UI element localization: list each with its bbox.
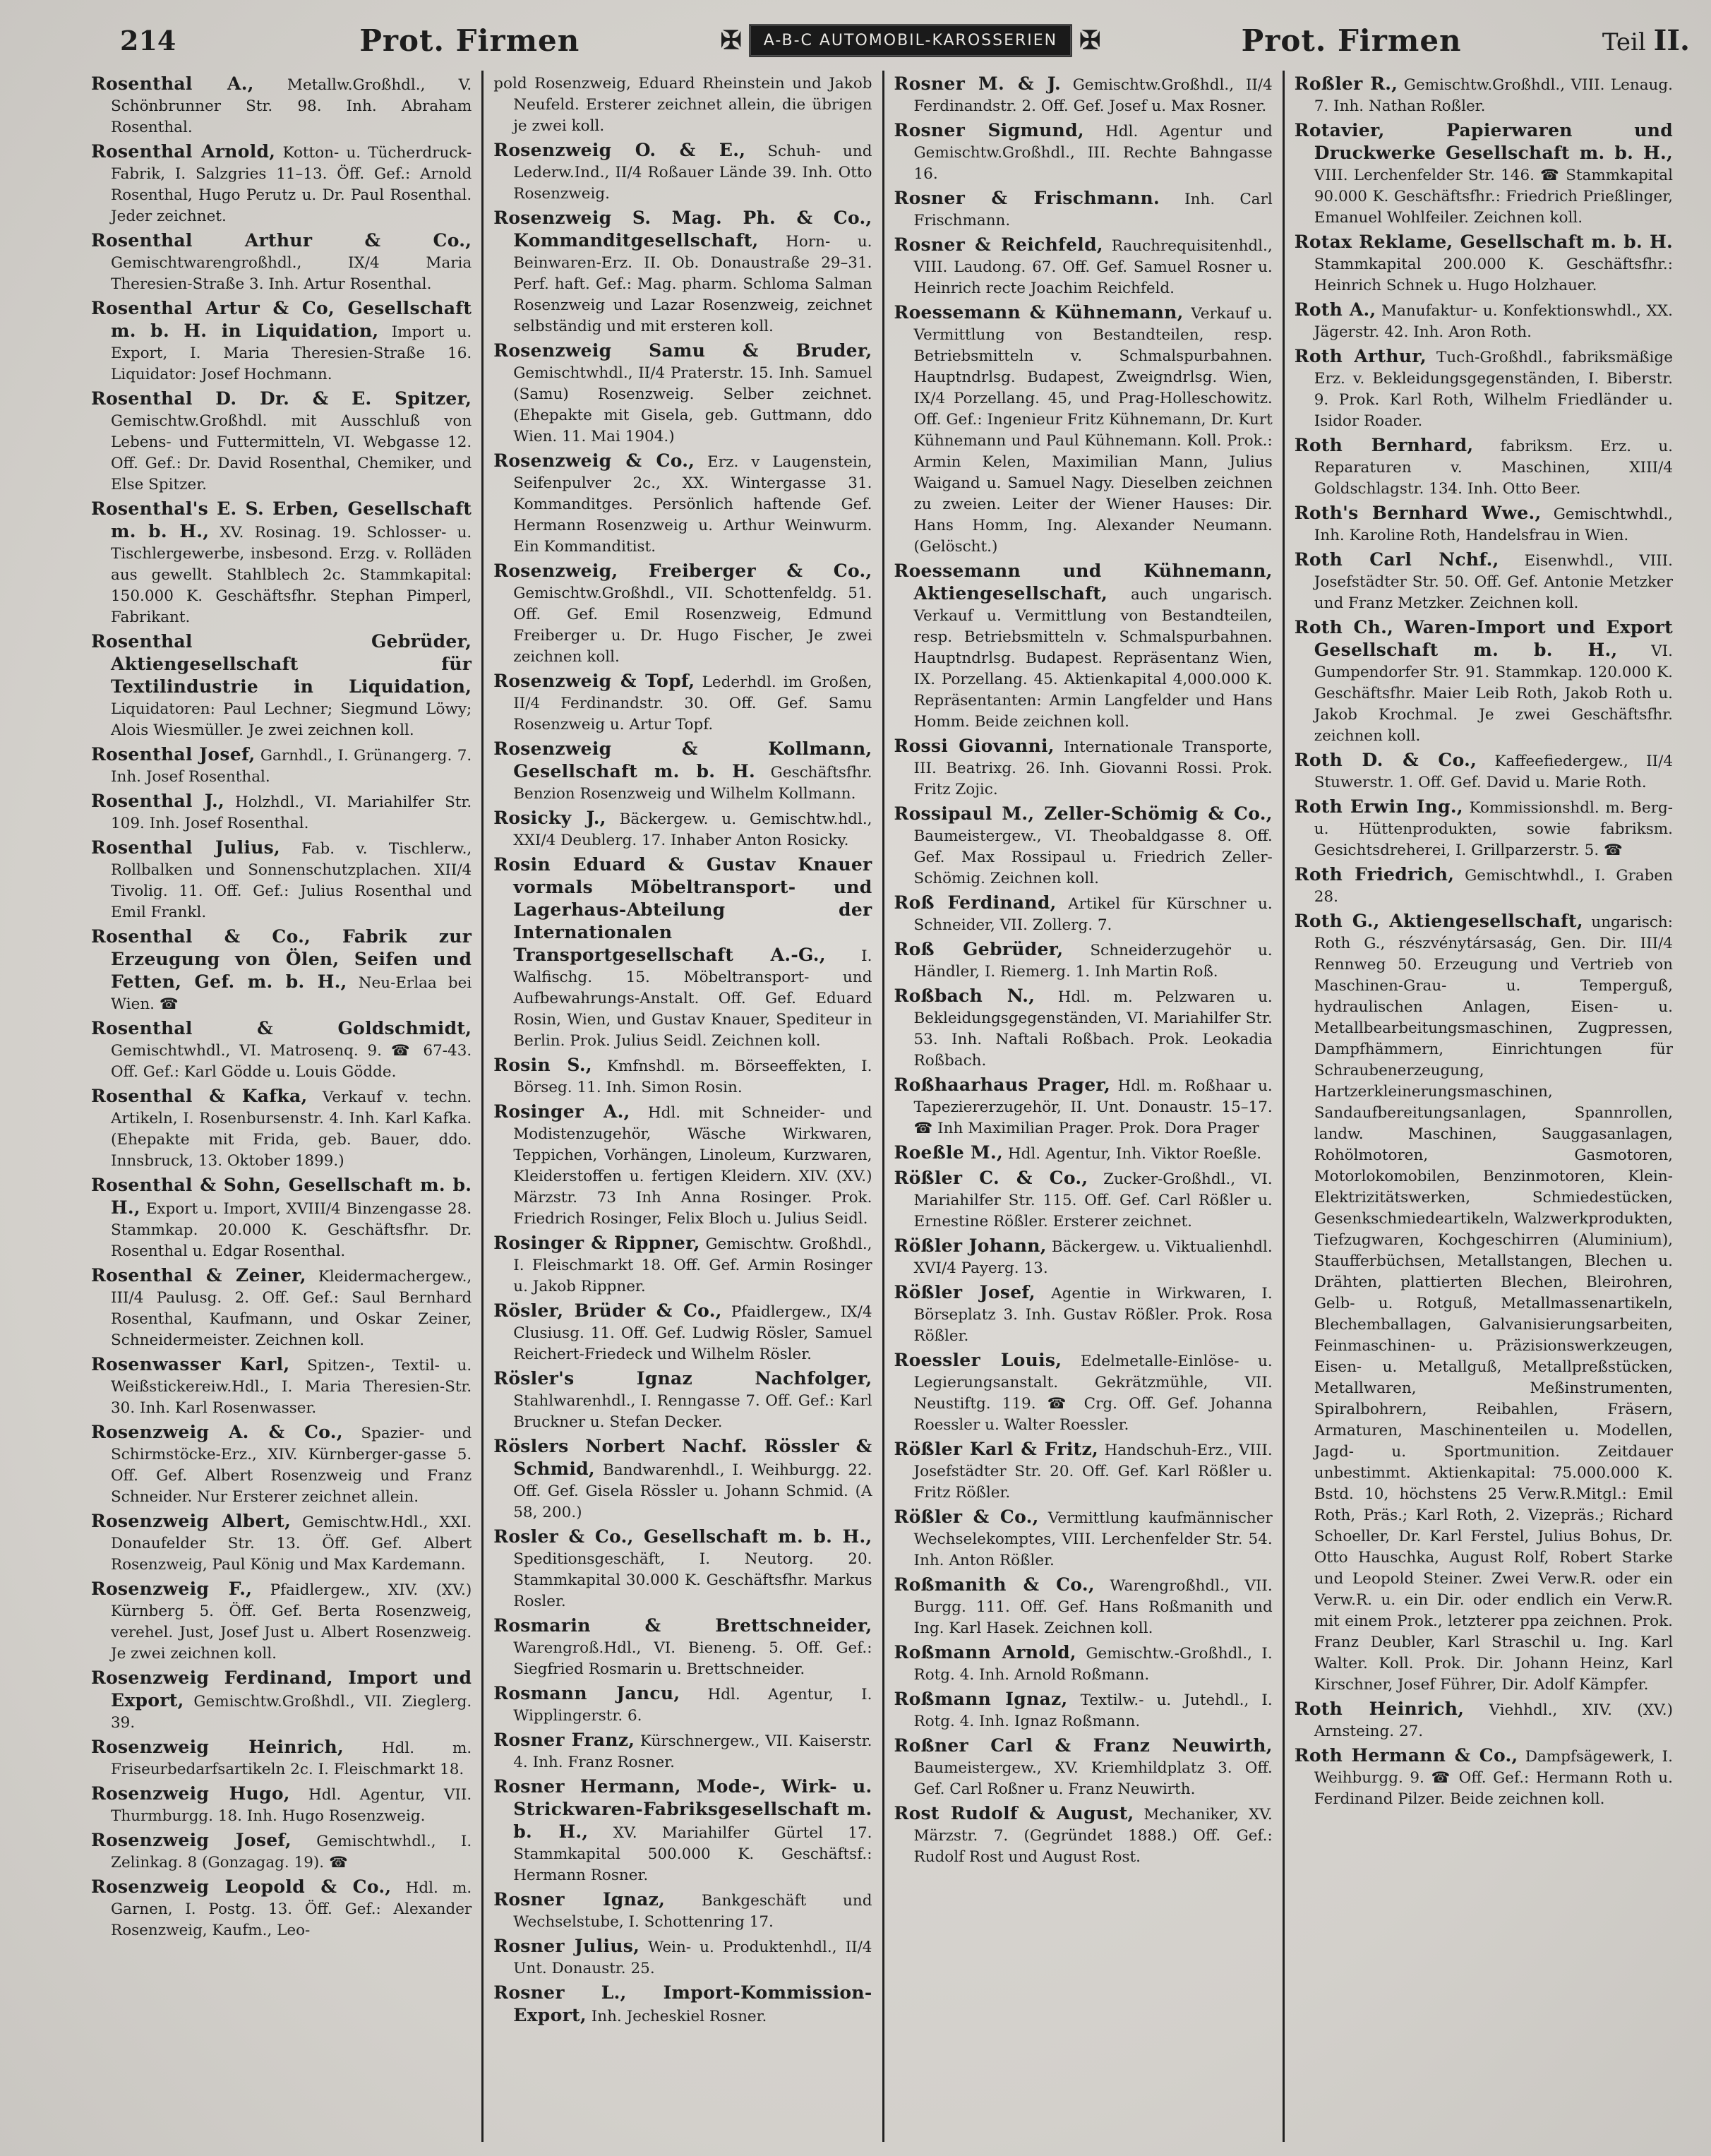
entry-name: Rosenzweig, Freiberger & Co.,: [493, 561, 872, 581]
directory-entry: [894, 892, 1273, 936]
entry-name: Rosenzweig A. & Co.,: [91, 1422, 343, 1442]
entry-name: Roth Erwin Ing.,: [1294, 796, 1463, 817]
directory-entry: [493, 1683, 872, 1727]
entry-text: Garnhdl., I. Grünangerg. 7. Inh. Josef Rosenthal.: [111, 747, 472, 786]
entry-name: Roeßle M.,: [894, 1142, 1004, 1163]
entry-name: Rosenthal & Kafka,: [91, 1086, 308, 1106]
entry-name: Rost Rudolf & August,: [894, 1803, 1134, 1823]
entry-text: fabriksm. Erz. u. Reparaturen v. Maschinen, XIII/4 Goldschlagstr. 134. Inh. Otto Beer.: [1314, 438, 1673, 498]
directory-entry: [493, 1436, 872, 1523]
directory-entry: [91, 1265, 472, 1351]
directory-entry: [493, 1300, 872, 1365]
directory-entry: [91, 1876, 472, 1941]
entry-text: Gemischtwhdl., I. Graben 28.: [1314, 867, 1674, 906]
entry-text: Gemischtwhdl., I. Zelinkag. 8 (Gonzagag. 19). ☎: [111, 1833, 472, 1871]
ad-banner-text: A-B-C AUTOMOBIL-KAROSSERIEN: [749, 24, 1072, 57]
entry-name: Roth A.,: [1294, 299, 1376, 320]
entry-name: Rosenzweig O. & E.,: [493, 140, 746, 160]
entry-text: Kaffeefiedergew., II/4 Stuwerstr. 1. Off. Gef. David u. Marie Roth.: [1314, 753, 1673, 791]
entry-name: Rosmarin & Brettschneider,: [493, 1615, 872, 1636]
entry-name: Rößler Johann,: [894, 1235, 1047, 1256]
entry-name: Rosenthal Arthur & Co.,: [91, 230, 472, 251]
entry-name: Roth D. & Co.,: [1294, 750, 1477, 770]
entry-text: Gemischtwhdl., II/4 Praterstr. 15. Inh. Samuel (Samu) Rosenzweig. Selber zeichnet. (Ehepakte mit Gisela, geb. Guttmann, ddo Wien. 11. Mai 1904.): [513, 364, 872, 445]
entry-text: Gemischtw.Großhdl., II/4 Ferdinandstr. 2. Off. Gef. Josef u. Max Rosner.: [913, 76, 1273, 115]
entry-name: Roßmann Ignaz,: [894, 1689, 1068, 1709]
entry-text: XV. Rosinag. 19. Schlosser- u. Tischlergewerbe, insbesond. Erzg. v. Rolläden aus gewellt. Stahlblech 2c. Stammkapital: 150.000 K. Geschäftsfhr. Stephan Pimperl, Fabrikant.: [111, 524, 472, 626]
entry-text: Spazier- und Schirmstöcke-Erz., XIV. Kürnberger-gasse 5. Off. Gef. Albert Rosenzweig und Franz Schneider. Nur Ersterer zeichnet allein.: [111, 1425, 472, 1506]
directory-entry: [91, 1422, 472, 1508]
directory-entry: [894, 1507, 1273, 1571]
directory-entry: [894, 736, 1273, 801]
directory-entry: [493, 854, 872, 1052]
entry-text: pold Rosenzweig, Eduard Rheinstein und Jakob Neufeld. Ersterer zeichnet allein, die übrigen je zwei koll.: [493, 75, 872, 135]
entry-text: Baumeistergew., XV. Kriemhildplatz 3. Off. Gef. Carl Roßner u. Franz Neuwirth.: [913, 1759, 1273, 1798]
entry-name: Rosinger A.,: [493, 1101, 630, 1122]
entry-name: Rosenthal & Goldschmidt,: [91, 1018, 472, 1038]
directory-entry: [1295, 232, 1673, 297]
entry-name: Rosenzweig Heinrich,: [91, 1737, 344, 1757]
entry-text: Holzhdl., VI. Mariahilfer Str. 109. Inh. Josef Rosenthal.: [111, 793, 472, 832]
entry-name: Rosenzweig S. Mag. Ph. & Co., Kommanditgesellschaft,: [493, 208, 872, 251]
directory-entry: [1295, 299, 1673, 343]
entry-name: Roth Arthur,: [1294, 346, 1427, 366]
entry-name: Rößler C. & Co.,: [894, 1168, 1088, 1188]
part-label: Teil: [1602, 28, 1646, 56]
entry-text: Gemischtwhdl., VI. Matrosenq. 9. ☎ 67-43. Off. Gef.: Karl Gödde u. Louis Gödde.: [111, 1042, 472, 1081]
entry-text: Kmfnshdl. m. Börseeffekten, I. Börseg. 11. Inh. Simon Rosin.: [513, 1058, 872, 1096]
entry-name: Roth Heinrich,: [1294, 1699, 1465, 1719]
entry-text: Import u. Export, I. Maria Theresien-Straße 16. Liquidator: Josef Hochmann.: [111, 323, 472, 383]
entry-name: Roßbach N.,: [894, 986, 1035, 1006]
directory-entry: [1295, 120, 1673, 229]
entry-name: Rossipaul M., Zeller-Schömig & Co.,: [894, 803, 1273, 824]
entry-name: Rosenthal A.,: [91, 73, 254, 94]
entry-text: Stammkapital 200.000 K. Geschäftsfhr.: Heinrich Schnek u. Hugo Holzhauer.: [1314, 256, 1673, 294]
entry-name: Roßmanith & Co.,: [894, 1574, 1095, 1595]
entry-text: Erz. v Laugenstein, Seifenpulver 2c., XX. Wintergasse 31. Kommanditges. Persönlich haftende Gef. Hermann Rosenzweig u. Arthur Weinwurm. Ein Kommanditist.: [513, 453, 872, 556]
directory-entry: [493, 1776, 872, 1886]
directory-entry: [493, 140, 872, 205]
entry-text: Gemischtwhdl., Inh. Karoline Roth, Handelsfrau in Wien.: [1314, 505, 1673, 544]
entry-text: Tuch-Großhdl., fabriksmäßige Erz. v. Bekleidungsgegenständen, I. Biberstr. 9. Prok. Karl Roth, Wilhelm Friedländer u. Isidor Roader.: [1314, 349, 1673, 430]
entry-name: Rosenthal J.,: [91, 791, 225, 811]
directory-entry: [1295, 346, 1673, 432]
entry-text: Bankgeschäft und Wechselstube, I. Schottenring 17.: [513, 1892, 872, 1931]
entry-text: Gemischtwarengroßhdl., IX/4 Maria Theresien-Straße 3. Inh. Artur Rosenthal.: [111, 254, 472, 293]
directory-entry: [493, 1889, 872, 1933]
directory-entry: [91, 1511, 472, 1576]
entry-text: Hdl. Agentur, I. Wipplingerstr. 6.: [513, 1686, 872, 1725]
entry-text: Gemischtw.Großhdl., VII. Schottenfeldg. 51. Off. Gef. Emil Rosenzweig, Edmund Freiberger u. Dr. Hugo Fischer, Je zwei zeichnen koll.: [513, 585, 872, 666]
entry-text: Bäckergew. u. Gemischtw.hdl., XXI/4 Deublerg. 17. Inhaber Anton Rosicky.: [513, 810, 872, 849]
directory-entry: [91, 1783, 472, 1827]
entry-name: Rosin S.,: [493, 1055, 592, 1075]
entry-name: Roessemann & Kühnemann,: [894, 302, 1184, 323]
entry-name: Rosenzweig Ferdinand, Import und Export,: [91, 1667, 472, 1711]
entry-text: Wein- u. Produktenhdl., II/4 Unt. Donaustr. 25.: [513, 1939, 872, 1977]
entry-name: Rosenthal D. Dr. & E. Spitzer,: [91, 388, 472, 409]
directory-entry: [894, 561, 1273, 733]
entry-text: Stahlwarenhdl., I. Renngasse 7. Off. Gef.: Karl Bruckner u. Stefan Decker.: [513, 1392, 872, 1431]
directory-entry: [91, 298, 472, 385]
directory-entry: [91, 1175, 472, 1262]
entry-name: Rosenzweig Samu & Bruder,: [493, 340, 872, 361]
entry-text: Edelmetalle-Einlöse- u. Legierungsanstalt. Gekrätzmühle, VII. Neustiftg. 119. ☎ Crg. Off. Gef. Johanna Roessler u. Walter Roessler.: [913, 1353, 1273, 1434]
directory-entry: [493, 1368, 872, 1433]
directory-entry: [493, 208, 872, 337]
entry-text: auch ungarisch. Verkauf u. Vermittlung von Bestandteilen, resp. Betriebsmitteln v. Schmalspurbahnen. Hauptndrlsg. Budapest. Repräsentanz Wien, IX. Porzellang. 45. Aktienkapital 4,000.000 K. Repräsentanten: Armin Langfelder und Hans Homm. Beide zeichnen koll.: [913, 586, 1273, 731]
entry-text: Neu-Erlaa bei Wien. ☎: [111, 974, 472, 1013]
directory-entry: [91, 837, 472, 923]
entry-name: Rosenthal & Co., Fabrik zur Erzeugung von Ölen, Seifen und Fetten, Gef. m. b. H.,: [91, 926, 472, 992]
entry-name: Rößler Karl & Fritz,: [894, 1439, 1099, 1459]
directory-entry: [91, 1086, 472, 1172]
entry-name: Roth Carl Nchf.,: [1294, 549, 1499, 570]
column-4: [1283, 71, 1683, 2142]
entry-name: Rosinger & Rippner,: [493, 1233, 700, 1253]
entry-text: Horn- u. Beinwaren-Erz. II. Ob. Donaustraße 29–31. Perf. haft. Gef.: Mag. pharm. Schloma Salman Rosenzweig und Lazar Rosenzweig, zeichnet selbständig und mit ersteren koll.: [513, 233, 872, 335]
entry-text: Metallw.Großhdl., V. Schönbrunner Str. 98. Inh. Abraham Rosenthal.: [111, 76, 472, 136]
column-3: [882, 71, 1283, 2142]
entry-text: Viehhdl., XIV. (XV.) Arnsteing. 27.: [1314, 1701, 1673, 1740]
directory-entry: [91, 791, 472, 834]
entry-text: Bäckergew. u. Viktualienhdl. XVI/4 Payerg. 13.: [913, 1238, 1273, 1277]
entry-name: Rosner & Frischmann.: [894, 188, 1160, 208]
directory-entry: [91, 1354, 472, 1419]
entry-text: VI. Gumpendorfer Str. 91. Stammkap. 120.000 K. Geschäftsfhr. Maier Leib Roth, Jakob Roth u. Jakob Krochmal. Je zwei Geschäftsfhr. zeichnen koll.: [1314, 642, 1673, 745]
entry-text: Speditionsgeschäft, I. Neutorg. 20. Stammkapital 30.000 K. Geschäftsfhr. Markus Rosler.: [513, 1550, 872, 1610]
emblem-left-icon: ✠: [720, 25, 742, 55]
entry-name: Rosenzweig & Kollmann, Gesellschaft m. b. H.: [493, 738, 872, 781]
entry-text: Internationale Transporte, III. Beatrixg. 26. Inh. Giovanni Rossi. Prok. Fritz Zojic.: [913, 738, 1273, 798]
directory-entry: [493, 1233, 872, 1298]
entry-text: Kotton- u. Tücherdruck-Fabrik, I. Salzgries 11–13. Öff. Gef.: Arnold Rosenthal, Hugo Perutz u. Dr. Paul Rosenthal. Jeder zeichnet.: [111, 144, 472, 225]
entry-text: Liquidatoren: Paul Lechner; Siegmund Löwy; Alois Wiesmüller. Je zwei zeichnen koll.: [111, 700, 472, 739]
entry-name: Roßhaarhaus Prager,: [894, 1074, 1111, 1095]
entry-name: Roß Gebrüder,: [894, 939, 1064, 959]
directory-entry: [894, 1803, 1273, 1868]
section-title-left: Prot. Firmen: [359, 23, 580, 58]
entry-text: Eisenwhdl., VIII. Josefstädter Str. 50. Off. Gef. Antonie Metzker und Franz Metzker. Zeichnen koll.: [1314, 552, 1673, 612]
entry-text: Hdl. m. Garnen, I. Postg. 13. Öff. Gef.: Alexander Rosenzweig, Kaufm., Leo-: [111, 1879, 472, 1939]
entry-text: XV. Mariahilfer Gürtel 17. Stammkapital 500.000 K. Geschäftsf.: Hermann Rosner.: [513, 1824, 872, 1884]
entry-text: Baumeistergew., VI. Theobaldgasse 8. Off. Gef. Max Rossipaul u. Friedrich Zeller-Schömig. Zeichnen koll.: [913, 827, 1273, 887]
entry-name: Roth Hermann & Co.,: [1294, 1745, 1518, 1766]
directory-entry: [493, 738, 872, 805]
directory-entry: [91, 388, 472, 496]
entry-text: Verkauf u. Vermittlung von Bestandteilen, resp. Betriebsmitteln v. Schmalspurbahnen. Hauptndrlsg. Budapest, Zweigndrlsg. Wien, IX/4 Porzellang. 45, und Prag-Holleschowitz. Off. Gef.: Ingenieur Fritz Kühnemann, Dr. Kurt Kühnemann und Paul Kühnemann. Koll. Prok.: Armin Kelen, Maximilian Mann, Julius Waigand u. Samuel Nagy. Dieselben zeichnen zu zweien. Leiter der Wiener Hauses: Dir. Hans Homm, Ing. Alexander Neumann. (Gelöscht.): [913, 305, 1273, 556]
entry-text: Inh. Jecheskiel Rosner.: [586, 2008, 767, 2025]
column-2: [481, 71, 882, 2142]
directory-entry: [1295, 796, 1673, 861]
entry-text: I. Walfischg. 15. Möbeltransport- und Aufbewahrungs-Anstalt. Off. Gef. Eduard Rosin, Wien, und Gustav Knauer, Spediteur in Berlin. Prok. Julius Seidl. Zeichnen koll.: [513, 947, 872, 1050]
entry-text: Kürschnergew., VII. Kaiserstr. 4. Inh. Franz Rosner.: [513, 1732, 872, 1771]
entry-name: Rößler Josef,: [894, 1282, 1035, 1302]
entry-text: Hdl. m. Roßhaar u. Tapeziererzugehör, II. Unt. Donaustr. 15–17. ☎ Inh Maximilian Prager. Prok. Dora Prager: [913, 1077, 1273, 1137]
entry-text: Bandwarenhdl., I. Weihburgg. 22. Off. Gef. Gisela Rössler u. Johann Schmid. (A 58, 200.): [513, 1461, 872, 1521]
entry-name: Rosenthal Gebrüder, Aktiengesellschaft für Textilindustrie in Liquidation,: [91, 631, 472, 697]
directory-entry: [894, 234, 1273, 299]
entry-text: Warengroßhdl., VII. Burgg. 111. Off. Gef. Hans Roßmanith und Ing. Karl Hasek. Zeichnen koll.: [913, 1577, 1273, 1637]
directory-entry: [1295, 435, 1673, 500]
entry-text: Pfaidlergew., IX/4 Clusiusg. 11. Off. Gef. Ludwig Rösler, Samuel Reichert-Friedeck und Wilhelm Rösler.: [513, 1303, 872, 1363]
directory-entry: [493, 450, 872, 558]
directory-entry: [894, 939, 1273, 983]
directory-entry: [493, 73, 872, 137]
entry-name: Roessemann und Kühnemann, Aktiengesellschaft,: [894, 561, 1273, 604]
column-1: [81, 71, 481, 2142]
entry-name: Röslers Norbert Nachf. Rössler & Schmid,: [493, 1436, 872, 1479]
entry-text: Gemischtw.Großhdl., VII. Zieglerg. 39.: [111, 1693, 472, 1732]
directory-entry: [894, 1574, 1273, 1639]
entry-text: Fab. v. Tischlerw., Rollbalken und Sonnenschutzplachen. XII/4 Tivolig. 11. Off. Gef.: Julius Rosenthal und Emil Frankl.: [111, 840, 472, 921]
entry-name: Rosenwasser Karl,: [91, 1354, 290, 1375]
directory-entry: [91, 1737, 472, 1780]
entry-name: Rosner M. & J.: [894, 73, 1061, 94]
directory-entry: [493, 1055, 872, 1098]
entry-name: Roth Ch., Waren-Import und Export Gesellschaft m. b. H.,: [1294, 617, 1673, 660]
entry-name: Roßler R.,: [1294, 73, 1398, 94]
directory-entry: [894, 1168, 1273, 1233]
page-header: [120, 16, 1690, 65]
entry-name: Roßmann Arnold,: [894, 1642, 1076, 1663]
directory-entry: [1295, 750, 1673, 793]
entry-name: Rosner Sigmund,: [894, 120, 1084, 140]
directory-entry: [91, 744, 472, 788]
entry-name: Rosenzweig Josef,: [91, 1830, 292, 1850]
entry-text: Hdl. mit Schneider- und Modistenzugehör, Wäsche Wirkwaren, Teppichen, Vorhängen, Linoleum, Kurzwaren, Kleiderstoffen u. fertigen Kleidern. XIV. (XV.) Märzstr. 73 Inh Anna Rosinger. Prok. Friedrich Rosinger, Felix Bloch u. Julius Seidl.: [513, 1104, 872, 1228]
directory-entry: [493, 340, 872, 448]
directory-entry: [894, 1235, 1273, 1279]
directory-entry: [91, 141, 472, 227]
entry-name: Rotavier, Papierwaren und Druckwerke Gesellschaft m. b. H.,: [1294, 120, 1673, 163]
entry-name: Rößler & Co.,: [894, 1507, 1039, 1527]
entry-name: Rosenzweig Leopold & Co.,: [91, 1876, 392, 1897]
entry-name: Rossi Giovanni,: [894, 736, 1055, 756]
entry-name: Rotax Reklame, Gesellschaft m. b. H.: [1294, 232, 1673, 252]
directory-entry: [894, 986, 1273, 1072]
entry-name: Rosmann Jancu,: [493, 1683, 680, 1703]
entry-name: Rosner Julius,: [493, 1936, 640, 1956]
emblem-right-icon: ✠: [1079, 25, 1101, 55]
entry-name: Rosenzweig Hugo,: [91, 1783, 290, 1804]
entry-text: Lederhdl. im Großen, II/4 Ferdinandstr. 30. Off. Gef. Samu Rosenzweig u. Artur Topf.: [513, 673, 872, 733]
entry-text: Warengroß.Hdl., VI. Bieneng. 5. Off. Gef.: Siegfried Rosmarin u. Brettschneider.: [513, 1639, 872, 1678]
directory-entry: [1295, 73, 1673, 117]
part-number: II.: [1653, 23, 1690, 57]
entry-text: Gemischtw.Hdl., XXI. Donaufelder Str. 13. Öff. Gef. Albert Rosenzweig, Paul König und Max Kardemann.: [111, 1514, 472, 1574]
directory-entry: [894, 73, 1273, 117]
directory-entry: [894, 1642, 1273, 1686]
entry-name: Rösler's Ignaz Nachfolger,: [493, 1368, 872, 1389]
directory-entry: [1295, 617, 1673, 747]
directory-entry: [493, 808, 872, 851]
entry-name: Rosenzweig Albert,: [91, 1511, 292, 1531]
entry-text: Schneiderzugehör u. Händler, I. Riemerg. 1. Inh Martin Roß.: [913, 942, 1273, 981]
directory-entry: [894, 302, 1273, 558]
entry-name: Rosenthal Josef,: [91, 744, 256, 765]
directory-entry: [91, 631, 472, 741]
directory-entry: [91, 498, 472, 628]
entry-name: Rosner Franz,: [493, 1730, 635, 1750]
entry-text: Hdl. Agentur, VII. Thurmburgg. 18. Inh. Hugo Rosenzweig.: [111, 1786, 472, 1825]
directory-entry: [91, 926, 472, 1015]
entry-text: Hdl. m. Pelzwaren u. Bekleidungsgegenständen, VI. Mariahilfer Str. 53. Inh. Naftali Roßbach. Prok. Leokadia Roßbach.: [913, 988, 1273, 1070]
entry-text: Mechaniker, XV. Märzstr. 7. (Gegründet 1888.) Off. Gef.: Rudolf Rost und August Rost.: [913, 1806, 1273, 1866]
directory-entry: [1295, 503, 1673, 546]
directory-entry: [894, 1689, 1273, 1732]
entry-name: Rosner & Reichfeld,: [894, 234, 1103, 255]
directory-entry: [91, 73, 472, 138]
directory-entry: [894, 1142, 1273, 1165]
directory-entry: [493, 671, 872, 736]
directory-entry: [493, 1526, 872, 1612]
page-number: 214: [120, 24, 176, 56]
entry-text: Vermittlung kaufmännischer Wechselekomptes, VIII. Lerchenfelder Str. 54. Inh. Anton Rößler.: [913, 1509, 1273, 1569]
entry-text: Zucker-Großhdl., VI. Mariahilfer Str. 115. Off. Gef. Carl Rößler u. Ernestine Rößler. Ersterer zeichnet.: [913, 1170, 1273, 1230]
entry-name: Rosenzweig & Co.,: [493, 450, 695, 471]
entry-text: Gemischtw.Großhdl. mit Ausschluß von Lebens- und Futtermitteln, VI. Webgasse 12. Off. Gef.: Dr. David Rosenthal, Chemiker, und Else Spitzer.: [111, 412, 472, 493]
entry-text: VIII. Lerchenfelder Str. 146. ☎ Stammkapital 90.000 K. Geschäftsfhr.: Friedrich Prießlinger, Emanuel Wohlfeiler. Zeichnen koll.: [1314, 167, 1673, 227]
directory-entry: [894, 1282, 1273, 1347]
entry-name: Rosin Eduard & Gustav Knauer vormals Möbeltransport- und Lagerhaus-Abteilung der Internationalen Transportgesellschaft A.-G.,: [493, 854, 872, 965]
directory-entry: [91, 230, 472, 295]
entry-text: Kleidermachergew., III/4 Paulusg. 2. Off. Gef.: Saul Bernhard Rosenthal, Kaufmann, und Oskar Zeiner, Schneidermeister. Zeichnen koll.: [111, 1268, 472, 1349]
directory-entry: [894, 1074, 1273, 1139]
entry-text: ungarisch: Roth G., részvénytársaság, Gen. Dir. III/4 Rennweg 50. Erzeugung und Vertrieb von Maschinen-Grau- u. Temperguß, hydraulischen Anlagen, Eisen- u. Metallbearbeitungsmaschinen, Zugpressen, Dampfhämmern, Einrichtungen für Schraubenerzeugung, Hartzerkleinerungsmaschinen, Sandaufbereitungsanlagen, Spannrollen, landw. Maschinen, Sauggasanlagen, Rohölmotoren, Gasmotoren, Motorlokomobilen, Benzinmotoren, Klein-Elektrizitätswerken, Schmiedestücken, Gesenkschmiedeartikeln, Walzwerkprodukten, Tiefzugwaren, Kochgeschirren (Aluminium), Staufferbüchsen, Metallstangen, Blechen u. Drähten, plattierten Blechen, Bleirohren, Gelb- u. Rotguß, Metallmassenartikeln, Blechemballagen, Galvanisierungsarbeiten, Feinmaschinen- u. Präzisionswerkzeugen, Eisen- u. Metallguß, Metallpreßstücken, Metallwaren, Meßinstrumenten, Spiralbohrern, Reibahlen, Fräsern, Armaturen, Maschinenteilen u. Modellen, Jagd- u. Sportmunition. Zeitdauer unbestimmt. Aktienkapital: 75.000.000 K. Bstd. 10, höchstens 25 Verw.R.Mitgl.: Emil Roth, Präs.; Karl Roth, 2. Vizepräs.; Richard Schoeller, Dr. Karl Ferstel, Julius Bohus, Dr. Otto Hauschka, August Rolf, Robert Starke und Leopold Steiner. Zwei Verw.R. oder ein Verw.R. u. ein Dir. oder endlich ein Verw.R. mit einem Prok., letzterer ppa zeichnen. Prok. Franz Deubler, Karl Straschil u. Ing. Karl Walter. Koll. Prok. Dir. Johann Heinz, Karl Kirschner, Josef Führer, Dir. Adolf Kämpfer.: [1314, 914, 1673, 1694]
entry-text: Manufaktur- u. Konfektionswhdl., XX. Jägerstr. 42. Inh. Aron Roth.: [1314, 302, 1673, 341]
entry-name: Rosenthal Julius,: [91, 837, 281, 858]
entry-text: Export u. Import, XVIII/4 Binzengasse 28. Stammkap. 20.000 K. Geschäftsfhr. Dr. Rosenthal u. Edgar Rosenthal.: [111, 1200, 472, 1260]
entry-text: Rauchrequisitenhdl., VIII. Laudong. 67. Off. Gef. Samuel Rosner u. Heinrich recte Joachim Reichfeld.: [913, 237, 1273, 297]
directory-entry: [91, 1830, 472, 1874]
entry-text: Dampfsägewerk, I. Weihburgg. 9. ☎ Off. Gef.: Hermann Roth u. Ferdinand Pilzer. Beide zeichnen koll.: [1314, 1748, 1673, 1808]
entry-text: Agentie in Wirkwaren, I. Börseplatz 3. Inh. Gustav Rößler. Prok. Rosa Rößler.: [913, 1285, 1273, 1345]
entry-name: Roessler Louis,: [894, 1350, 1062, 1370]
directory-entry: [894, 803, 1273, 890]
ad-banner: [721, 24, 1101, 57]
entry-name: Roth G., Aktiengesellschaft,: [1294, 911, 1583, 931]
directory-entry: [1295, 1699, 1673, 1742]
directory-entry: [493, 1982, 872, 2028]
directory-entry: [493, 1936, 872, 1980]
directory-entry: [1295, 864, 1673, 908]
directory-entry: [493, 1730, 872, 1773]
entry-name: Rosner Hermann, Mode-, Wirk- u. Strickwaren-Fabriksgesellschaft m. b. H.,: [493, 1776, 872, 1842]
entry-name: Rosicky J.,: [493, 808, 606, 828]
entry-name: Rosler & Co., Gesellschaft m. b. H.,: [493, 1526, 872, 1547]
directory-entry: [1295, 1745, 1673, 1810]
entry-text: Hdl. m. Friseurbedarfsartikeln 2c. I. Fleischmarkt 18.: [111, 1739, 472, 1778]
directory-entry: [894, 120, 1273, 185]
entry-text: Gemischtw.Großhdl., VIII. Lenaug. 7. Inh. Nathan Roßler.: [1314, 76, 1673, 115]
entry-name: Roth's Bernhard Wwe.,: [1294, 503, 1542, 523]
directory-entry: [493, 561, 872, 668]
entry-name: Roßner Carl & Franz Neuwirth,: [894, 1735, 1273, 1756]
entry-name: Rosenthal's E. S. Erben, Gesellschaft m. b. H.,: [91, 498, 472, 541]
entry-name: Roth Friedrich,: [1294, 864, 1455, 885]
directory-entry: [894, 1439, 1273, 1504]
entry-text: Textilw.- u. Jutehdl., I. Rotg. 4. Inh. Ignaz Roßmann.: [913, 1691, 1273, 1730]
directory-entry: [894, 1735, 1273, 1800]
directory-entry: [493, 1615, 872, 1680]
entry-name: Rosenthal & Sohn, Gesellschaft m. b. H.,: [91, 1175, 472, 1218]
entry-name: Rosner Ignaz,: [493, 1889, 666, 1910]
entry-text: Inh. Carl Frischmann.: [913, 191, 1273, 229]
directory-entry: [493, 1101, 872, 1230]
entry-text: Gemischtw. Großhdl., I. Fleischmarkt 18. Off. Gef. Armin Rosinger u. Jakob Rippner.: [513, 1235, 872, 1295]
entry-text: Pfaidlergew., XIV. (XV.) Kürnberg 5. Öff. Gef. Berta Rosenzweig, verehel. Just, Josef Just u. Albert Rosenzweig. Je zwei zeichnen koll.: [111, 1581, 472, 1663]
directory-entry: [894, 1350, 1273, 1436]
entry-name: Roth Bernhard,: [1294, 435, 1474, 455]
directory-entry: [91, 1018, 472, 1083]
entry-text: Verkauf v. techn. Artikeln, I. Rosenbursenstr. 4. Inh. Karl Kafka. (Ehepakte mit Frida, geb. Bauer, ddo. Innsbruck, 13. Oktober 1899.): [111, 1089, 472, 1170]
entry-text: Hdl. Agentur, Inh. Viktor Roeßle.: [1003, 1145, 1262, 1163]
entry-name: Rosenzweig F.,: [91, 1579, 253, 1599]
directory-entry: [1295, 549, 1673, 614]
entry-text: Hdl. Agentur und Gemischtw.Großhdl., III. Rechte Bahngasse 16.: [913, 123, 1273, 183]
entry-columns: [81, 71, 1683, 2142]
entry-name: Rösler, Brüder & Co.,: [493, 1300, 722, 1321]
directory-entry: [894, 188, 1273, 232]
entry-text: Kommissionshdl. m. Berg- u. Hüttenprodukten, sowie fabriksm. Gesichtsdreherei, I. Grillparzerstr. 5. ☎: [1314, 799, 1673, 859]
entry-name: Rosner L., Import-Kommission-Export,: [493, 1982, 872, 2025]
entry-name: Roß Ferdinand,: [894, 892, 1057, 913]
entry-name: Rosenthal Artur & Co, Gesellschaft m. b. H. in Liquidation,: [91, 298, 472, 341]
entry-text: Geschäftsfhr. Benzion Rosenzweig und Wilhelm Kollmann.: [513, 764, 872, 803]
entry-text: Spitzen-, Textil- u. Weißstickereiw.Hdl., I. Maria Theresien-Str. 30. Inh. Karl Rosenwasser.: [111, 1357, 472, 1417]
entry-name: Rosenzweig & Topf,: [493, 671, 695, 691]
entry-text: Schuh- und Lederw.Ind., II/4 Roßauer Lände 39. Inh. Otto Rosenzweig.: [513, 143, 872, 203]
entry-name: Rosenthal & Zeiner,: [91, 1265, 306, 1286]
directory-entry: [1295, 911, 1673, 1696]
entry-text: Gemischtw.-Großhdl., I. Rotg. 4. Inh. Arnold Roßmann.: [913, 1645, 1273, 1684]
section-title-right: Prot. Firmen: [1241, 23, 1462, 58]
directory-entry: [91, 1579, 472, 1665]
entry-name: Rosenthal Arnold,: [91, 141, 276, 162]
part-indicator: [1602, 24, 1690, 57]
entry-text: Artikel für Kürschner u. Schneider, VII. Zollerg. 7.: [913, 895, 1273, 934]
entry-text: Handschuh-Erz., VIII. Josefstädter Str. 20. Off. Gef. Karl Rößler u. Fritz Rößler.: [913, 1442, 1273, 1502]
directory-entry: [91, 1667, 472, 1734]
